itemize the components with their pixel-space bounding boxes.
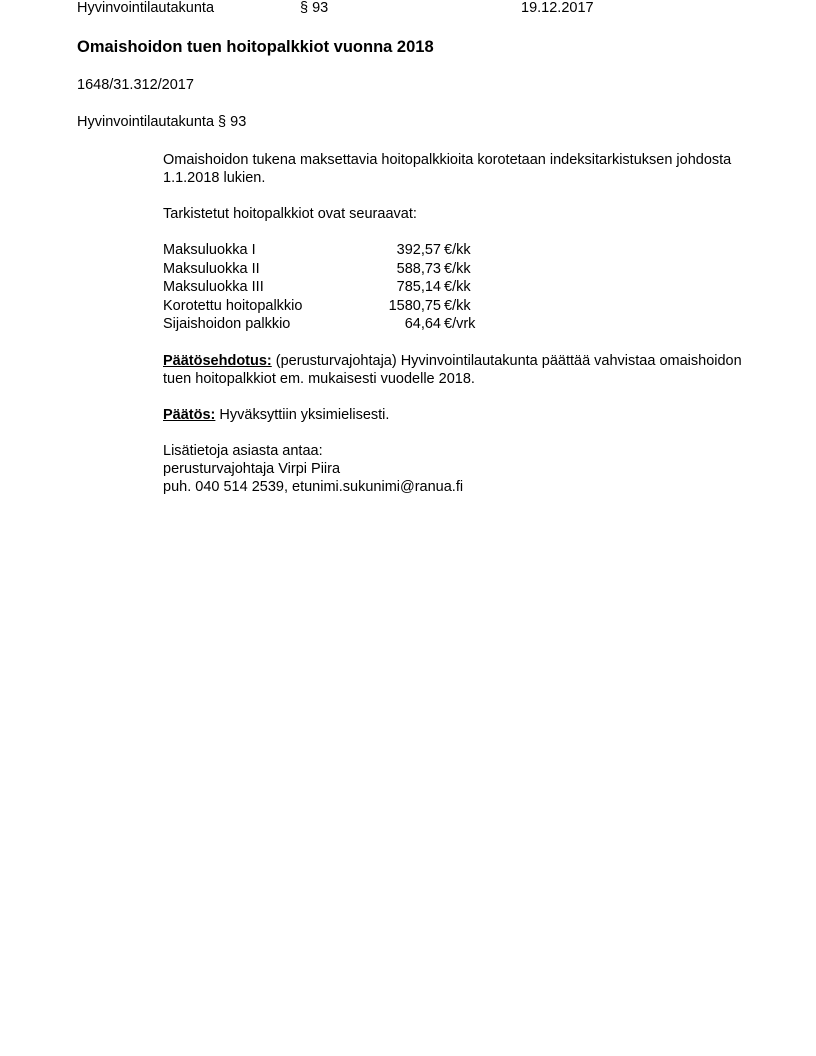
- fee-row: [163, 278, 475, 297]
- fee-row: [163, 297, 475, 316]
- fee-label: Maksuluokka II: [163, 260, 260, 277]
- contact-name: perusturvajohtaja Virpi Piira: [163, 460, 341, 477]
- contact-line: Lisätietoja asiasta antaa:: [163, 442, 323, 459]
- fee-amount: 588,73: [396, 260, 441, 277]
- fee-label: Sijaishoidon palkkio: [163, 316, 291, 332]
- fee-row: [163, 315, 475, 334]
- document-body: [163, 151, 743, 496]
- fee-label: Korotettu hoitopalkkio: [163, 297, 303, 314]
- fee-amount: 785,14: [396, 279, 441, 295]
- fee-row: [163, 241, 475, 260]
- fee-label: Maksuluokka I: [163, 242, 256, 258]
- fee-label: Maksuluokka III: [163, 279, 264, 295]
- fee-unit: €/kk: [444, 260, 471, 277]
- proposal-text: (perusturvajohtaja) Hyvinvointilautakunta päättää vahvistaa omaishoidon tuen hoitopalkkiot em. mukaisesti vuodelle 2018.: [163, 352, 742, 387]
- fee-unit: €/kk: [444, 279, 471, 295]
- fee-amount: 64,64: [404, 316, 441, 332]
- fee-amount: 392,57: [396, 242, 441, 258]
- decision-paragraph: [163, 406, 743, 424]
- header-board: Hyvinvointilautakunta: [77, 0, 215, 16]
- fees-intro: Tarkistetut hoitopalkkiot ovat seuraavat:: [163, 206, 417, 222]
- decision-text: Hyväksyttiin yksimielisesti.: [215, 406, 390, 423]
- header-section: § 93: [300, 0, 329, 16]
- proposal-paragraph: [163, 352, 743, 388]
- proposal-label: Päätösehdotus:: [163, 352, 272, 369]
- reference-number: 1648/31.312/2017: [77, 77, 194, 93]
- fee-row: [163, 260, 475, 279]
- fee-amount: 1580,75: [388, 297, 441, 314]
- contact-info: [163, 442, 743, 496]
- decision-label: Päätös:: [163, 406, 216, 423]
- board-section: Hyvinvointilautakunta § 93: [77, 114, 247, 130]
- fees-table: [163, 241, 475, 334]
- fee-unit: €/vrk: [444, 316, 476, 332]
- fee-unit: €/kk: [444, 297, 471, 314]
- fee-unit: €/kk: [444, 242, 471, 258]
- contact-details: puh. 040 514 2539, etunimi.sukunimi@ranua.fi: [163, 478, 464, 495]
- intro-paragraph: Omaishoidon tukena maksettavia hoitopalkkioita korotetaan indeksitarkistuksen johdosta 1.1.2018 lukien.: [163, 152, 732, 186]
- header-date: 19.12.2017: [521, 0, 594, 16]
- document-title: Omaishoidon tuen hoitopalkkiot vuonna 2018: [77, 38, 434, 56]
